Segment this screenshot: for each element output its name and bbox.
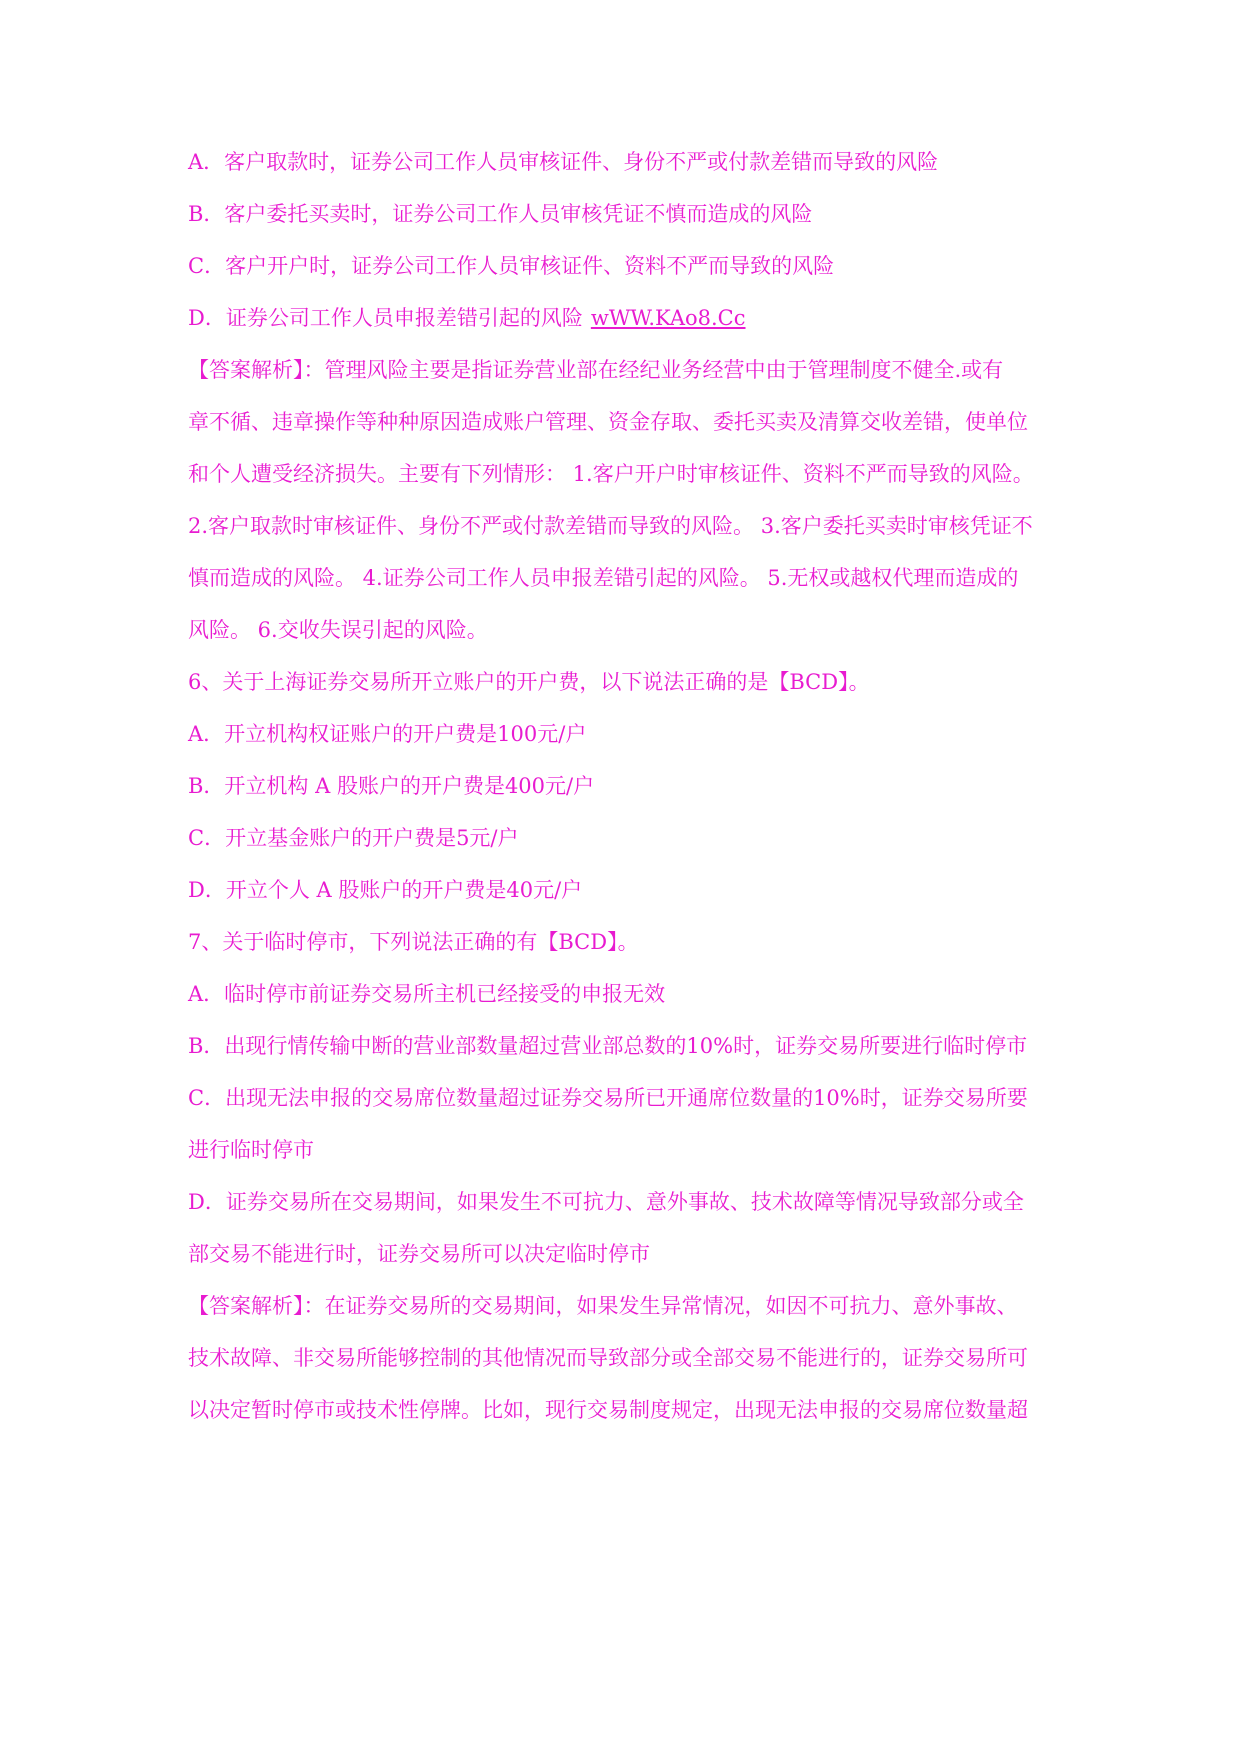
option-b-q6: B．开立机构 A 股账户的开户费是400元/户 <box>188 774 595 798</box>
answer-explanation-q7-line-1: 【答案解析】：在证券交易所的交易期间，如果发生异常情况，如因不可抗力、意外事故、 <box>188 1294 1018 1318</box>
option-a-q5: A．客户取款时，证券公司工作人员审核证件、身份不严或付款差错而导致的风险 <box>188 150 939 174</box>
option-d-q7-line-2: 部交易不能进行时，证券交易所可以决定临时停市 <box>188 1242 650 1266</box>
answer-explanation-q5-line-6: 风险。 6.交收失误引起的风险。 <box>188 618 488 642</box>
option-d-q5-text: D．证券公司工作人员申报差错引起的风险 <box>188 306 583 330</box>
option-c-q6: C．开立基金账户的开户费是5元/户 <box>188 826 519 850</box>
answer-explanation-q5-line-2: 章不循、违章操作等种种原因造成账户管理、资金存取、委托买卖及清算交收差错，使单位 <box>188 410 1028 434</box>
answer-explanation-q7-line-2: 技术故障、非交易所能够控制的其他情况而导致部分或全部交易不能进行的，证券交易所可 <box>188 1346 1028 1370</box>
answer-explanation-q5-line-1: 【答案解析】：管理风险主要是指证券营业部在经纪业务经营中由于管理制度不健全.或有 <box>188 358 1004 382</box>
answer-explanation-q5-line-5: 慎而造成的风险。 4.证券公司工作人员申报差错引起的风险。 5.无权或越权代理而造成的 <box>188 566 1019 590</box>
option-d-q5 <box>188 304 1068 332</box>
option-c-q5: C．客户开户时，证券公司工作人员审核证件、资料不严而导致的风险 <box>188 254 835 278</box>
answer-explanation-q7-line-3: 以决定暂时停市或技术性停牌。比如，现行交易制度规定，出现无法申报的交易席位数量超 <box>188 1398 1028 1422</box>
question-7: 7、关于临时停市，下列说法正确的有【BCD】。 <box>188 930 639 954</box>
option-b-q5: B．客户委托买卖时，证券公司工作人员审核凭证不慎而造成的风险 <box>188 202 813 226</box>
option-a-q7: A．临时停市前证券交易所主机已经接受的申报无效 <box>188 982 666 1006</box>
answer-explanation-q5-line-3: 和个人遭受经济损失。主要有下列情形： 1.客户开户时审核证件、资料不严而导致的风险。 <box>188 462 1034 486</box>
watermark-link[interactable]: wWW.KAo8.Cc <box>590 306 746 330</box>
option-c-q7-line-2: 进行临时停市 <box>188 1138 314 1162</box>
answer-explanation-q5-line-4: 2.客户取款时审核证件、身份不严或付款差错而导致的风险。 3.客户委托买卖时审核凭证不 <box>188 514 1033 538</box>
option-d-q7-line-1: D．证券交易所在交易期间，如果发生不可抗力、意外事故、技术故障等情况导致部分或全 <box>188 1190 1024 1214</box>
option-c-q7-line-1: C．出现无法申报的交易席位数量超过证券交易所已开通席位数量的10%时，证券交易所要 <box>188 1086 1028 1110</box>
option-d-q6: D．开立个人 A 股账户的开户费是40元/户 <box>188 878 583 902</box>
question-6: 6、关于上海证券交易所开立账户的开户费，以下说法正确的是【BCD】。 <box>188 670 870 694</box>
option-a-q6: A．开立机构权证账户的开户费是100元/户 <box>188 722 587 746</box>
option-b-q7: B．出现行情传输中断的营业部数量超过营业部总数的10%时，证券交易所要进行临时停市 <box>188 1034 1028 1058</box>
